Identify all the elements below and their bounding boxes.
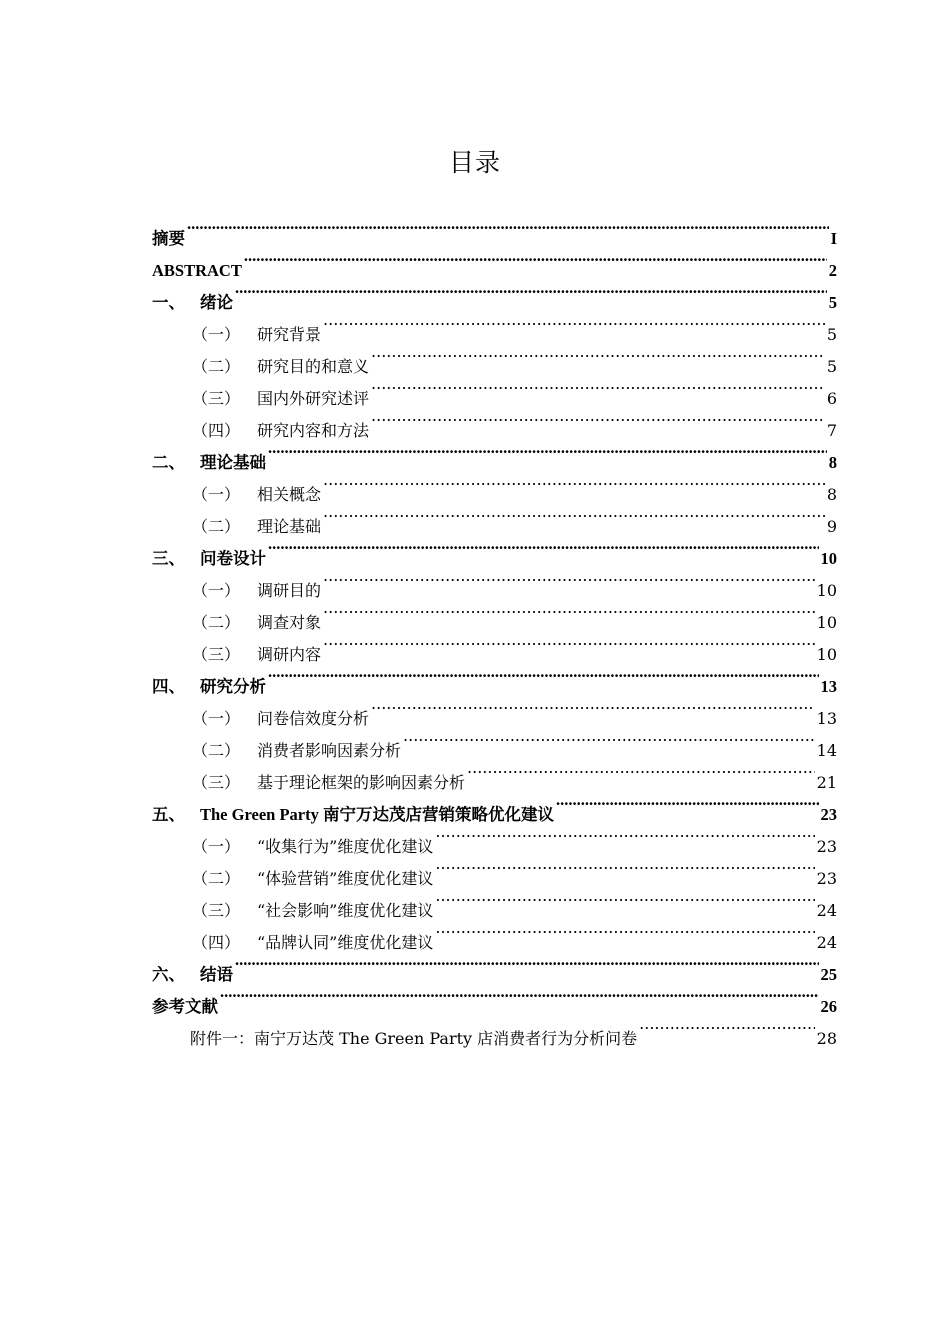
toc-entry-number: （二） bbox=[192, 517, 241, 536]
toc-entry-number: （一） bbox=[192, 325, 241, 344]
toc-entry-page-number: 9 bbox=[826, 517, 837, 536]
toc-entry-text: 调研内容 bbox=[257, 645, 322, 664]
toc-entry[interactable] bbox=[152, 788, 837, 824]
toc-entry-number: （三） bbox=[192, 389, 241, 408]
toc-dot-leader bbox=[268, 436, 827, 468]
toc-entry-text: 理论基础 bbox=[200, 453, 266, 472]
toc-entry[interactable] bbox=[152, 980, 837, 1016]
toc-dot-leader bbox=[220, 980, 819, 1012]
toc-entry-text: 研究分析 bbox=[200, 677, 266, 696]
toc-entry-text: 研究目的和意义 bbox=[257, 357, 370, 376]
toc-entry-text: 绪论 bbox=[200, 293, 233, 312]
toc-entry-text: 附件一：南宁万达茂 The Green Party 店消费者行为分析问卷 bbox=[190, 1029, 638, 1048]
toc-entry-number: （四） bbox=[192, 933, 241, 952]
toc-entry-page-number: 2 bbox=[828, 261, 837, 280]
toc-dot-leader bbox=[323, 596, 815, 628]
toc-entry-number: （一） bbox=[192, 581, 241, 600]
toc-dot-leader bbox=[371, 404, 825, 436]
toc-entry[interactable] bbox=[152, 372, 837, 408]
toc-entry-text: 研究背景 bbox=[257, 325, 322, 344]
toc-entry-number: （一） bbox=[192, 485, 241, 504]
toc-dot-leader bbox=[235, 276, 827, 308]
toc-entry[interactable] bbox=[152, 1012, 837, 1048]
toc-entry[interactable] bbox=[152, 500, 837, 536]
toc-entry-text: 调研目的 bbox=[257, 581, 322, 600]
toc-entry-number: （三） bbox=[192, 773, 241, 792]
toc-entry-number: （二） bbox=[192, 869, 241, 888]
toc-dot-leader bbox=[371, 340, 825, 372]
toc-dot-leader bbox=[371, 692, 815, 724]
toc-entry-page-number: 28 bbox=[816, 1029, 837, 1048]
toc-entry[interactable] bbox=[152, 596, 837, 632]
toc-entry-page-number: 5 bbox=[828, 293, 837, 312]
toc-dot-leader bbox=[435, 884, 814, 916]
toc-entry-text: The Green Party 南宁万达茂店营销策略优化建议 bbox=[200, 805, 554, 824]
toc-entry[interactable] bbox=[152, 212, 837, 248]
toc-entry-page-number: 8 bbox=[828, 453, 837, 472]
toc-entry-number: （三） bbox=[192, 901, 241, 920]
toc-entry-page-number: 21 bbox=[816, 773, 837, 792]
toc-entry-number: 四、 bbox=[152, 677, 185, 696]
toc-entry[interactable] bbox=[152, 756, 837, 792]
toc-entry-text: 问卷信效度分析 bbox=[257, 709, 370, 728]
toc-entry-page-number: 25 bbox=[820, 965, 837, 984]
toc-entry-page-number: 8 bbox=[826, 485, 837, 504]
toc-entry-text: 调查对象 bbox=[257, 613, 322, 632]
toc-entry-page-number: I bbox=[830, 229, 837, 248]
toc-dot-leader bbox=[435, 852, 814, 884]
toc-entry-number: （一） bbox=[192, 837, 241, 856]
toc-dot-leader bbox=[371, 372, 825, 404]
toc-dot-leader bbox=[268, 532, 819, 564]
toc-entry-text: “收集行为”维度优化建议 bbox=[257, 837, 434, 856]
toc-entry[interactable] bbox=[152, 244, 837, 280]
toc-entry[interactable] bbox=[152, 660, 837, 696]
toc-entry-text: “社会影响”维度优化建议 bbox=[257, 901, 434, 920]
toc-entry-number: （二） bbox=[192, 357, 241, 376]
toc-entry-text: 问卷设计 bbox=[200, 549, 266, 568]
toc-entry[interactable] bbox=[152, 852, 837, 888]
toc-entry-text: 消费者影响因素分析 bbox=[257, 741, 402, 760]
toc-entry-page-number: 23 bbox=[816, 837, 837, 856]
toc-dot-leader bbox=[639, 1012, 814, 1044]
toc-dot-leader bbox=[467, 756, 815, 788]
toc-dot-leader bbox=[235, 948, 819, 980]
table-of-contents bbox=[152, 212, 837, 1048]
toc-entry-page-number: 14 bbox=[816, 741, 837, 760]
toc-entry[interactable] bbox=[152, 628, 837, 664]
toc-dot-leader bbox=[556, 788, 819, 820]
toc-entry[interactable] bbox=[152, 404, 837, 440]
toc-entry[interactable] bbox=[152, 564, 837, 600]
toc-entry-page-number: 10 bbox=[816, 581, 837, 600]
toc-entry[interactable] bbox=[152, 532, 837, 568]
toc-entry-page-number: 7 bbox=[826, 421, 837, 440]
toc-entry[interactable] bbox=[152, 468, 837, 504]
toc-dot-leader bbox=[323, 308, 825, 340]
toc-entry[interactable] bbox=[152, 308, 837, 344]
toc-entry-number: （二） bbox=[192, 741, 241, 760]
toc-entry-text: ABSTRACT bbox=[152, 261, 242, 280]
toc-dot-leader bbox=[323, 564, 815, 596]
toc-entry-page-number: 13 bbox=[816, 709, 837, 728]
toc-entry-number: （三） bbox=[192, 645, 241, 664]
toc-entry-page-number: 10 bbox=[816, 645, 837, 664]
toc-entry-page-number: 24 bbox=[816, 901, 837, 920]
toc-dot-leader bbox=[323, 468, 825, 500]
toc-entry-number: 二、 bbox=[152, 453, 185, 472]
toc-entry[interactable] bbox=[152, 436, 837, 472]
toc-entry-text: 结语 bbox=[200, 965, 233, 984]
toc-entry-number: （四） bbox=[192, 421, 241, 440]
toc-entry-text: 研究内容和方法 bbox=[257, 421, 370, 440]
toc-dot-leader bbox=[323, 628, 815, 660]
toc-entry-page-number: 26 bbox=[820, 997, 837, 1016]
toc-entry-page-number: 24 bbox=[816, 933, 837, 952]
toc-entry-page-number: 6 bbox=[826, 389, 837, 408]
toc-dot-leader bbox=[403, 724, 815, 756]
toc-entry-text: “体验营销”维度优化建议 bbox=[257, 869, 434, 888]
toc-entry-number: 六、 bbox=[152, 965, 185, 984]
toc-entry[interactable] bbox=[152, 820, 837, 856]
toc-entry-page-number: 13 bbox=[820, 677, 837, 696]
toc-dot-leader bbox=[187, 212, 829, 244]
toc-entry-text: 国内外研究述评 bbox=[257, 389, 370, 408]
toc-entry-number: （二） bbox=[192, 613, 241, 632]
toc-entry-number: 五、 bbox=[152, 805, 185, 824]
toc-dot-leader bbox=[268, 660, 819, 692]
toc-entry-page-number: 23 bbox=[820, 805, 837, 824]
toc-entry-number: 一、 bbox=[152, 293, 185, 312]
toc-entry-page-number: 10 bbox=[816, 613, 837, 632]
toc-entry[interactable] bbox=[152, 340, 837, 376]
toc-entry-text: 参考文献 bbox=[152, 997, 218, 1016]
toc-dot-leader bbox=[244, 244, 827, 276]
toc-entry-text: “品牌认同”维度优化建议 bbox=[257, 933, 434, 952]
toc-entry-page-number: 10 bbox=[820, 549, 837, 568]
toc-entry[interactable] bbox=[152, 884, 837, 920]
toc-entry[interactable] bbox=[152, 724, 837, 760]
toc-entry[interactable] bbox=[152, 948, 837, 984]
page-title: 目录 bbox=[448, 148, 501, 177]
toc-entry-text: 相关概念 bbox=[257, 485, 322, 504]
toc-entry-number: （一） bbox=[192, 709, 241, 728]
toc-dot-leader bbox=[323, 500, 825, 532]
toc-entry-text: 理论基础 bbox=[257, 517, 322, 536]
toc-dot-leader bbox=[435, 916, 814, 948]
toc-entry-text: 基于理论框架的影响因素分析 bbox=[257, 773, 466, 792]
toc-entry-page-number: 23 bbox=[816, 869, 837, 888]
toc-entry[interactable] bbox=[152, 916, 837, 952]
toc-entry-page-number: 5 bbox=[826, 325, 837, 344]
toc-entry-text: 摘要 bbox=[152, 229, 185, 248]
toc-entry-number: 三、 bbox=[152, 549, 185, 568]
toc-entry-page-number: 5 bbox=[826, 357, 837, 376]
toc-entry[interactable] bbox=[152, 692, 837, 728]
toc-entry[interactable] bbox=[152, 276, 837, 312]
toc-dot-leader bbox=[435, 820, 814, 852]
